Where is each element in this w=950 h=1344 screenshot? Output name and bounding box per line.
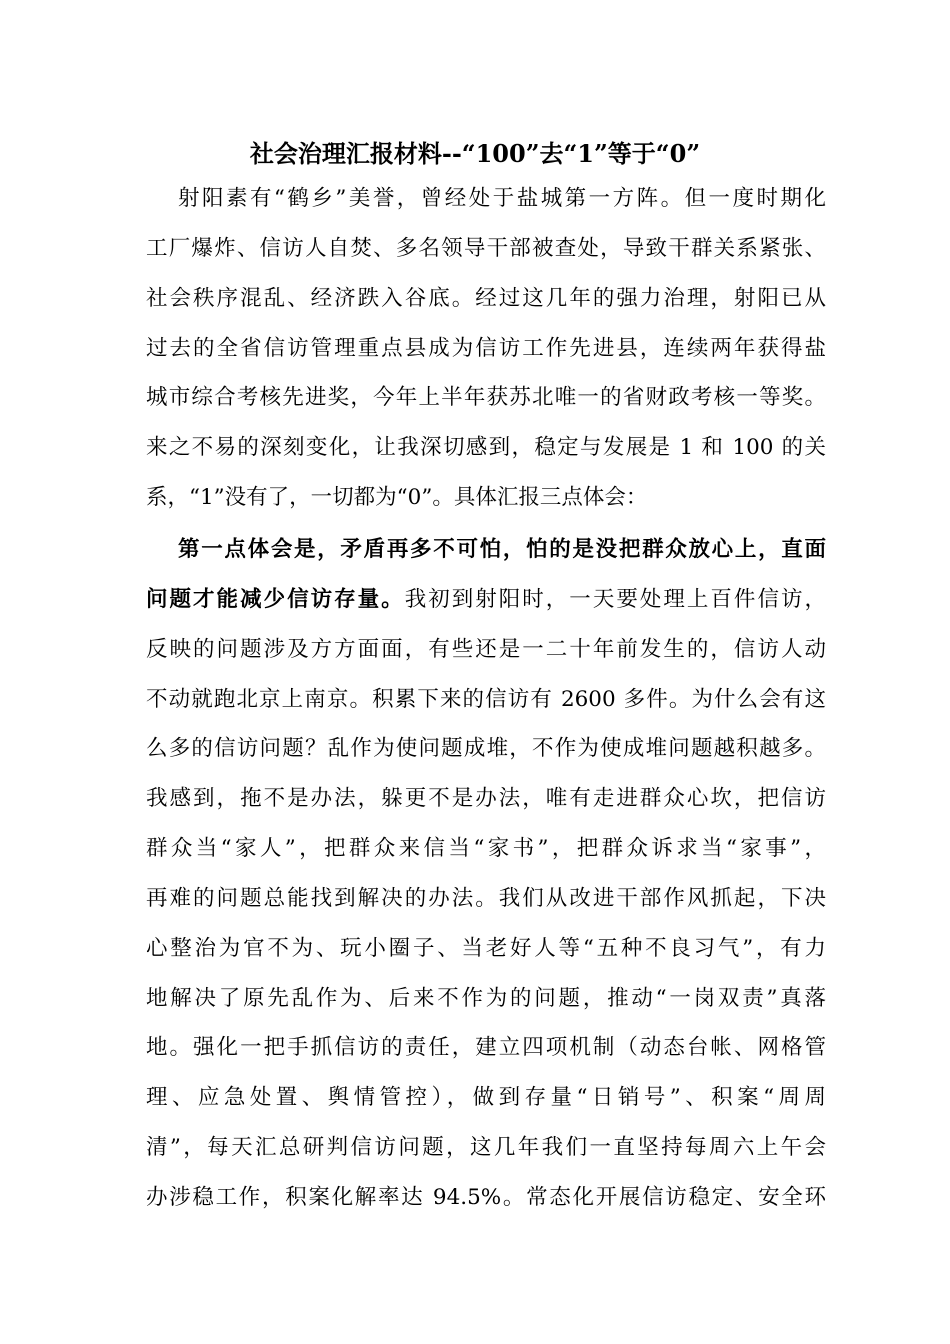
paragraph-line: 群众当“家人”，把群众来信当“家书”，把群众诉求当“家事”， <box>146 836 826 861</box>
paragraph-line: 来之不易的深刻变化，让我深切感到，稳定与发展是 1 和 100 的关 <box>146 435 826 460</box>
paragraph-line: 系，“1”没有了，一切都为“0”。具体汇报三点体会： <box>146 485 648 510</box>
paragraph-line: 心整治为官不为、玩小圈子、当老好人等“五种不良习气”，有力 <box>146 936 826 961</box>
paragraph-line: 过去的全省信访管理重点县成为信访工作先进县，连续两年获得盐 <box>146 336 826 361</box>
paragraph-line: 办涉稳工作，积案化解率达 94.5%。常态化开展信访稳定、安全环 <box>146 1185 826 1210</box>
paragraph-line-mixed <box>146 582 826 618</box>
paragraph-line: 我感到，拖不是办法，躲更不是办法，唯有走进群众心坎，把信访 <box>146 786 826 811</box>
paragraph-line: 反映的问题涉及方方面面，有些还是一二十年前发生的，信访人动 <box>146 637 826 662</box>
paragraph-line: 地。强化一把手抓信访的责任，建立四项机制（动态台帐、网格管 <box>146 1035 826 1060</box>
regular-text: 我初到射阳时，一天要处理上百件信访， <box>404 587 826 612</box>
paragraph-line: 不动就跑北京上南京。积累下来的信访有 2600 多件。为什么会有这 <box>146 687 826 712</box>
paragraph-line: 社会秩序混乱、经济跌入谷底。经过这几年的强力治理，射阳已从 <box>146 286 826 311</box>
paragraph-line: 么多的信访问题？乱作为使问题成堆，不作为使成堆问题越积越多。 <box>146 736 826 761</box>
paragraph-line: 理、应急处置、舆情管控），做到存量“日销号”、积案“周周 <box>146 1085 826 1110</box>
paragraph-line: 地解决了原先乱作为、后来不作为的问题，推动“一岗双责”真落 <box>146 986 826 1011</box>
document-title: 社会治理汇报材料--“100”去“1”等于“0” <box>249 139 701 168</box>
paragraph-line: 工厂爆炸、信访人自焚、多名领导干部被查处，导致干群关系紧张、 <box>146 236 826 261</box>
bold-text: 问题才能减少信访存量。 <box>146 587 405 612</box>
paragraph-line: 清”，每天汇总研判信访问题，这几年我们一直坚持每周六上午会 <box>146 1135 826 1160</box>
heading-line-bold: 第一点体会是，矛盾再多不可怕，怕的是没把群众放心上，直面 <box>178 537 826 562</box>
paragraph-line: 再难的问题总能找到解决的办法。我们从改进干部作风抓起，下决 <box>146 886 826 911</box>
paragraph-line: 射阳素有“鹤乡”美誉，曾经处于盐城第一方阵。但一度时期化 <box>178 186 826 211</box>
paragraph-line: 城市综合考核先进奖，今年上半年获苏北唯一的省财政考核一等奖。 <box>146 385 826 410</box>
